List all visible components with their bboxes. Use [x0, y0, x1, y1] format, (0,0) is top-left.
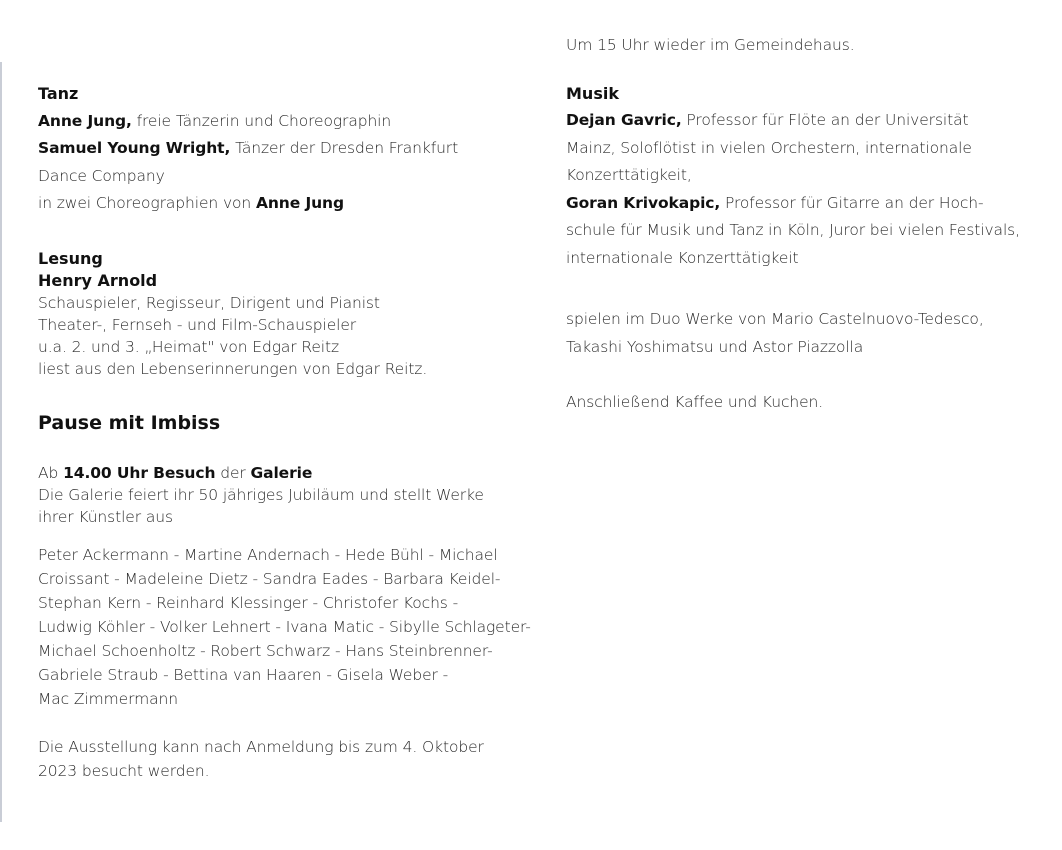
pause-heading: Pause mit Imbiss — [38, 411, 221, 434]
closing-section — [566, 389, 1046, 417]
closing-line: Anschließend Kaffee und Kuchen. — [566, 393, 824, 411]
right-column — [566, 32, 1046, 417]
musician-name: Goran Krivokapic, — [566, 193, 721, 212]
galerie-line: ihrer Künstler aus — [38, 507, 173, 526]
ausstellung-line: 2023 besucht werden. — [38, 761, 210, 780]
galerie-section — [38, 462, 538, 528]
tanz-section — [38, 80, 538, 218]
ausstellung-section — [38, 735, 538, 783]
lesung-name: Henry Arnold — [38, 270, 158, 290]
intro-line: Um 15 Uhr wieder im Gemeindehaus. — [566, 36, 855, 54]
galerie-time-line — [38, 462, 538, 484]
artists-section — [38, 543, 538, 711]
galerie-time: 14.00 Uhr Besuch — [63, 463, 216, 482]
musik-line-krivokapic — [566, 190, 1046, 218]
artists-line: Gabriele Straub - Bettina van Haaren - Gisela Weber - — [38, 665, 449, 684]
musik-line: internationale Konzerttätigkeit — [566, 248, 799, 267]
ausstellung-line: Die Ausstellung kann nach Anmeldung bis zum 4. Oktober — [38, 737, 484, 756]
performer-name: Samuel Young Wright, — [38, 139, 231, 157]
artists-line: Mac Zimmermann — [38, 689, 178, 708]
tanz-line-dance-company: Dance Company — [38, 166, 165, 185]
choreography-text: in zwei Choreographien von — [38, 194, 256, 212]
performer-description: Tänzer der Dresden Frankfurt — [230, 139, 459, 157]
choreographer-name: Anne Jung — [255, 194, 344, 212]
artists-line: Stephan Kern - Reinhard Klessinger - Christofer Kochs - — [38, 593, 459, 612]
left-column — [38, 78, 538, 783]
performer-name: Anne Jung, — [38, 111, 132, 130]
musician-description: Professor für Gitarre an der Hoch- — [720, 193, 984, 212]
artists-line: Croissant - Madeleine Dietz - Sandra Eades - Barbara Keidel- — [38, 569, 501, 588]
musik-section — [566, 80, 1046, 273]
performer-description: freie Tänzerin und Choreographin — [131, 111, 392, 130]
musician-description: Professor für Flöte an der Universität — [681, 111, 969, 129]
galerie-pre: Ab — [38, 463, 64, 482]
lesung-line: Theater-, Fernseh - und Film-Schauspieler — [38, 315, 357, 334]
artists-line: Ludwig Köhler - Volker Lehnert - Ivana Matic - Sibylle Schlageter- — [38, 617, 531, 636]
tanz-line-anne-jung — [38, 108, 538, 136]
pause-section — [38, 410, 538, 436]
lesung-line: Schauspieler, Regisseur, Dirigent und Pianist — [38, 293, 380, 312]
musik-heading: Musik — [566, 83, 619, 103]
artists-line: Peter Ackermann - Martine Andernach - Hede Bühl - Michael — [38, 545, 498, 564]
galerie-line: Die Galerie feiert ihr 50 jähriges Jubiläum und stellt Werke — [38, 485, 484, 504]
lesung-section — [38, 248, 538, 380]
musik-line: Mainz, Soloflötist in vielen Orchestern, internationale — [566, 138, 972, 157]
galerie-place: Galerie — [250, 463, 313, 482]
lesung-heading: Lesung — [38, 248, 103, 268]
lesung-line: liest aus den Lebenserinnerungen von Edgar Reitz. — [38, 359, 428, 378]
musik-line: Konzerttätigkeit, — [566, 166, 692, 184]
duo-line: Takashi Yoshimatsu und Astor Piazzolla — [566, 337, 864, 356]
tanz-line-choreographien — [38, 190, 538, 218]
musik-line-gavric — [566, 107, 1046, 135]
artists-line: Michael Schoenholtz - Robert Schwarz - Hans Steinbrenner- — [38, 641, 493, 660]
tanz-line-samuel-young-wright — [38, 135, 538, 163]
galerie-mid: der — [215, 463, 251, 482]
musician-name: Dejan Gavric, — [566, 111, 682, 129]
left-edge-rule — [0, 62, 2, 822]
musik-line: schule für Musik und Tanz in Köln, Juror bei vielen Festivals, — [566, 221, 1020, 239]
duo-section — [566, 306, 1046, 361]
duo-line: spielen im Duo Werke von Mario Castelnuovo-Tedesco, — [566, 310, 984, 328]
tanz-heading: Tanz — [38, 84, 79, 103]
lesung-line: u.a. 2. und 3. „Heimat" von Edgar Reitz — [38, 337, 340, 356]
